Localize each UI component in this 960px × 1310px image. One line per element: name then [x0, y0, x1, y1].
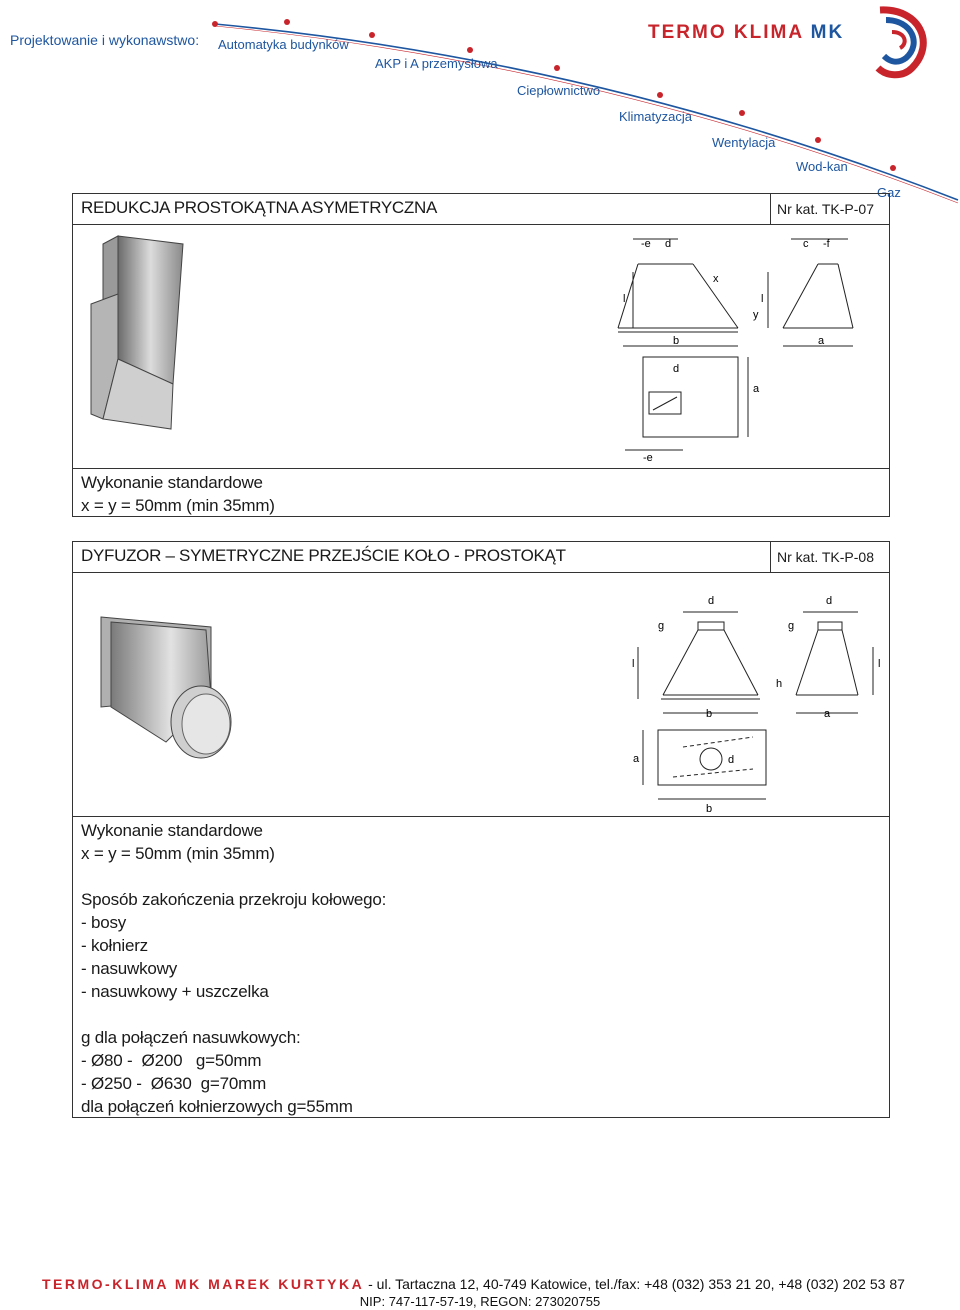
- description-line: - kołnierz: [81, 936, 148, 955]
- footer-address: - ul. Tartaczna 12, 40-749 Katowice, tel./fax: +48 (032) 353 21 20, +48 (032) 202 53 87: [364, 1276, 905, 1292]
- product-description: [73, 468, 889, 519]
- technical-drawing: [628, 587, 888, 817]
- dim-b2-label: b: [706, 803, 713, 815]
- service-akpia: AKP i A przemysłowa: [375, 56, 498, 71]
- dim-e2-label: -e: [643, 452, 653, 464]
- description-spacer: [81, 1003, 386, 1026]
- dim-a-label: a: [824, 708, 831, 720]
- dim-d-label: d: [708, 595, 715, 607]
- catalog-number: Nr kat. TK-P-07: [770, 194, 890, 224]
- dim-x-label: x: [713, 273, 719, 285]
- dim-d2-label: d: [673, 363, 680, 375]
- header-intro: Projektowanie i wykonawstwo:: [10, 32, 200, 48]
- technical-drawing: [613, 232, 873, 467]
- catalog-number: Nr kat. TK-P-08: [770, 542, 890, 572]
- product-header: [73, 542, 889, 573]
- dim-y-label: y: [753, 309, 759, 321]
- dim-l-label: l: [623, 293, 626, 305]
- dim-d-label: d: [665, 238, 672, 250]
- description-line: Sposób zakończenia przekroju kołowego:: [81, 890, 387, 909]
- dim-c-label: c: [803, 238, 809, 250]
- footer-address-line: [42, 1276, 905, 1292]
- description-line: g dla połączeń nasuwkowych:: [81, 1028, 301, 1047]
- product-description: [73, 816, 889, 1117]
- service-ventilation: Wentylacja: [712, 135, 776, 150]
- dim-l-label: l: [632, 658, 635, 670]
- company-logo-text: [648, 22, 844, 44]
- dim-l2-label: l: [878, 658, 881, 670]
- service-gas: Gaz: [877, 185, 901, 200]
- description-line: - bosy: [81, 913, 127, 932]
- product-title: DYFUZOR – SYMETRYCZNE PRZEJŚCIE KOŁO - PROSTOKĄT: [81, 546, 566, 565]
- logo-swirl-icon: [872, 4, 936, 84]
- service-heating: Ciepłownictwo: [517, 83, 601, 98]
- product-card-tk-p-08: [72, 541, 890, 1118]
- dim-d2-label: d: [826, 595, 833, 607]
- description-line: - Ø250 - Ø630 g=70mm: [81, 1074, 267, 1093]
- description-line: Wykonanie standardowe: [81, 473, 263, 492]
- description-line: Wykonanie standardowe: [81, 821, 263, 840]
- logo-red-part: TERMO KLIMA: [648, 22, 804, 43]
- footer-brand: TERMO-KLIMA MK MAREK KURTYKA: [42, 1276, 365, 1292]
- service-automation: Automatyka budynków: [218, 37, 349, 52]
- dim-g2-label: g: [788, 620, 795, 632]
- product-photo: [83, 234, 203, 434]
- dim-h-label: h: [776, 678, 783, 690]
- description-line: - nasuwkowy: [81, 959, 178, 978]
- dim-b-label: b: [706, 708, 713, 720]
- product-card-tk-p-07: [72, 193, 890, 517]
- service-air-conditioning: Klimatyzacja: [619, 109, 692, 124]
- footer-company-ids: NIP: 747-117-57-19, REGON: 273020755: [359, 1294, 601, 1309]
- dim-g-label: g: [658, 620, 665, 632]
- dim-l2-label: l: [761, 293, 764, 305]
- description-line: - Ø80 - Ø200 g=50mm: [81, 1051, 262, 1070]
- description-text: [81, 819, 386, 1118]
- dim-d3-label: d: [728, 754, 735, 766]
- dim-a2-label: a: [633, 753, 640, 765]
- dim-a-label: a: [818, 335, 825, 347]
- dim-a2-label: a: [753, 383, 760, 395]
- logo-blue-part: MK: [810, 22, 845, 43]
- description-line: dla połączeń kołnierzowych g=55mm: [81, 1097, 353, 1116]
- dim-f-label: -f: [823, 238, 830, 250]
- product-photo: [91, 612, 241, 772]
- description-line: x = y = 50mm (min 35mm): [81, 496, 275, 515]
- description-line: x = y = 50mm (min 35mm): [81, 844, 275, 863]
- description-spacer: [81, 865, 386, 888]
- product-header: [73, 194, 889, 225]
- dim-e-label: -e: [641, 238, 651, 250]
- service-water: Wod-kan: [796, 159, 848, 174]
- dim-b-label: b: [673, 335, 680, 347]
- description-text: [81, 471, 275, 517]
- description-line: - nasuwkowy + uszczelka: [81, 982, 269, 1001]
- product-title: REDUKCJA PROSTOKĄTNA ASYMETRYCZNA: [81, 198, 437, 217]
